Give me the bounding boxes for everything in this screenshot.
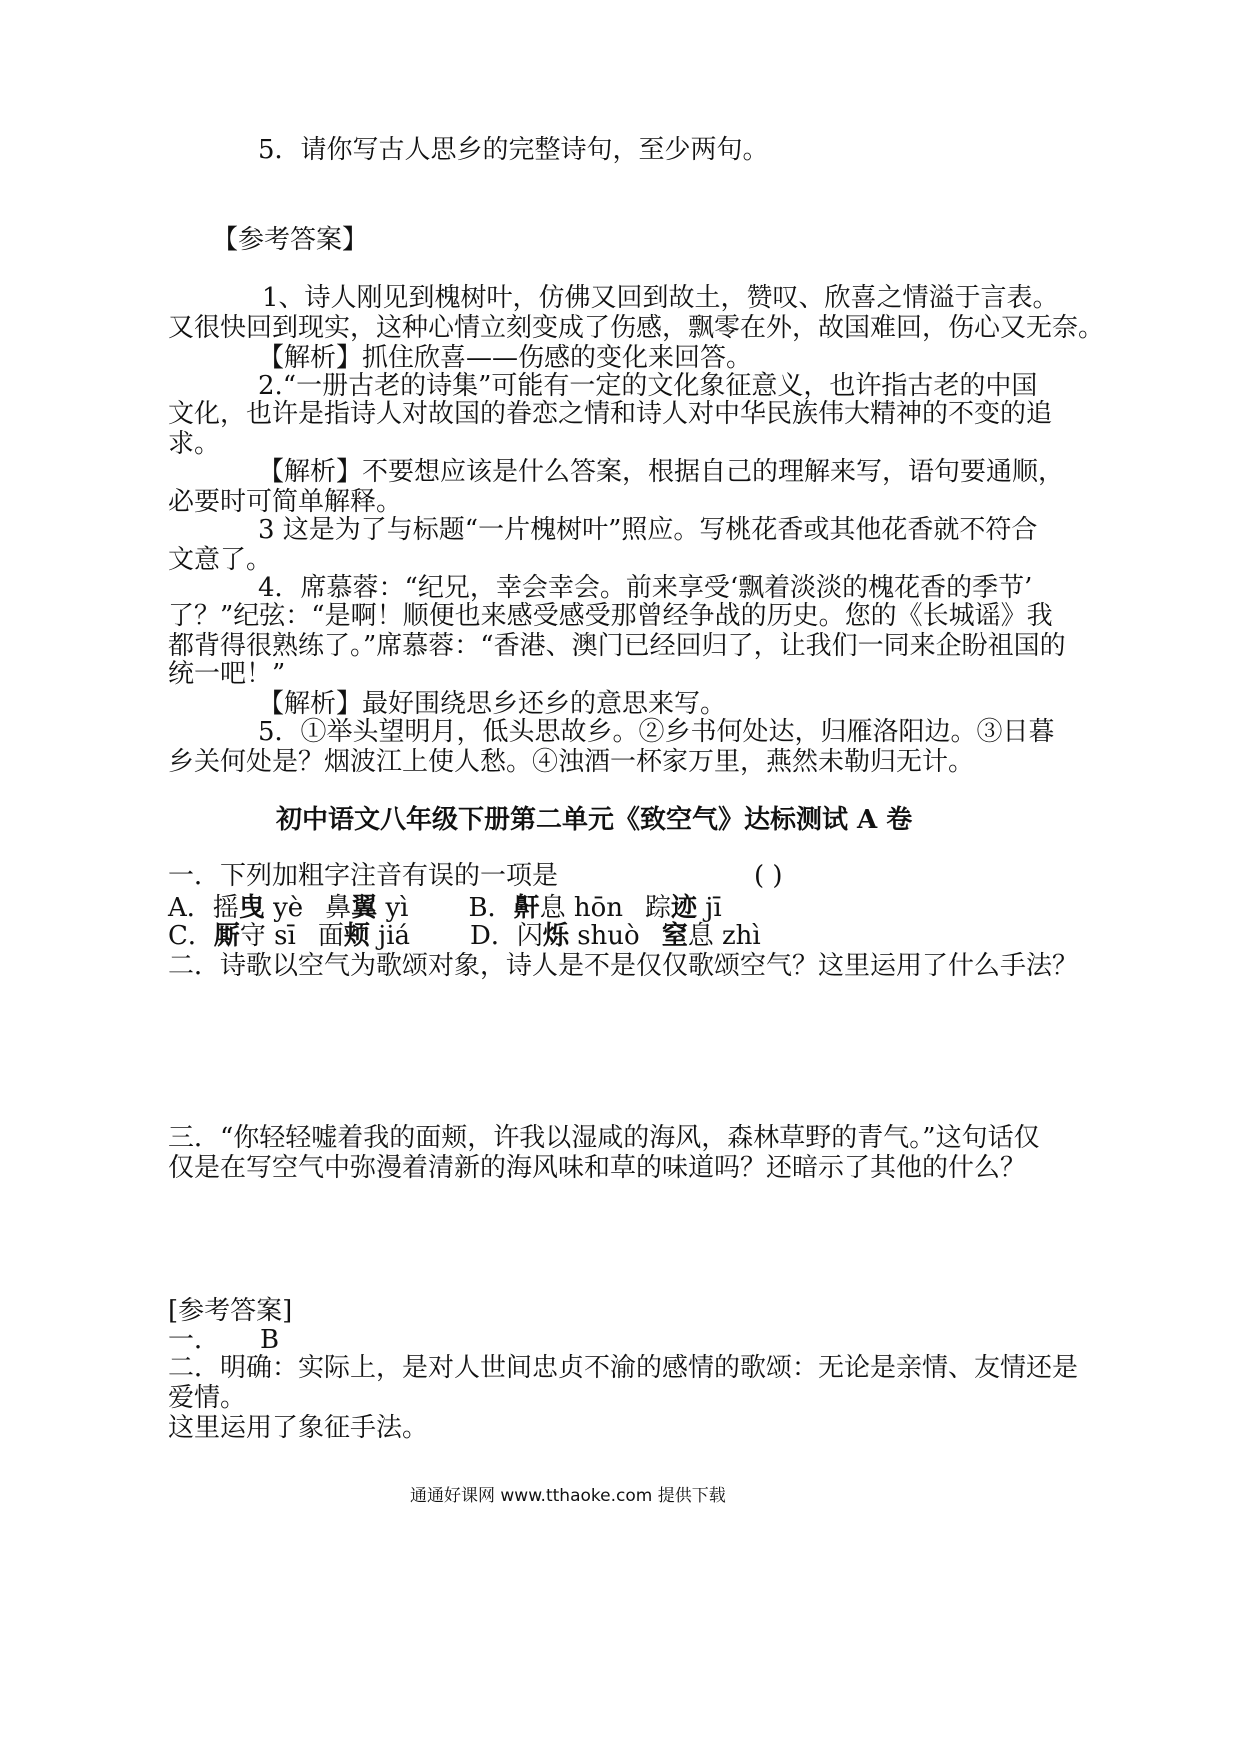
answer-line: 了？”纪弦：“是啊！顺便也来感受感受那曾经争战的历史。您的《长城谣》我 — [168, 601, 1053, 631]
option-a: A．摇曳 yè 鼻翼 yì — [168, 893, 409, 923]
answer-line: 文意了。 — [168, 545, 273, 575]
answer-line: 【解析】最好围绕思乡还乡的意思来写。 — [258, 689, 727, 719]
answer-line: 又很快回到现实，这种心情立刻变成了伤感，飘零在外，故国难回，伤心又无奈。 — [168, 313, 1105, 343]
question-2: 二．诗歌以空气为歌颂对象，诗人是不是仅仅歌颂空气？这里运用了什么手法？ — [168, 951, 1079, 981]
answer-line: 文化，也许是指诗人对故国的眷恋之情和诗人对中华民族伟大精神的不变的追 — [168, 399, 1053, 429]
answer-2-line-3: 这里运用了象征手法。 — [168, 1413, 429, 1443]
answer-line: 乡关何处是？烟波江上使人愁。④浊酒一杯家万里，燕然未勒归无计。 — [168, 747, 975, 777]
question-3-line-2: 仅是在写空气中弥漫着清新的海风味和草的味道吗？还暗示了其他的什么？ — [168, 1153, 1027, 1183]
answer-line: 【解析】抓住欣喜——伤感的变化来回答。 — [258, 343, 753, 373]
question-1-stem — [168, 860, 783, 892]
answer-line: 【解析】不要想应该是什么答案，根据自己的理解来写，语句要通顺， — [258, 457, 1065, 487]
answer-heading-1: 【参考答案】 — [212, 225, 369, 255]
answer-line: 统一吧！” — [168, 659, 286, 689]
answer-line: 5．①举头望明月，低头思故乡。②乡书何处达，归雁洛阳边。③日暮 — [258, 717, 1055, 747]
answer-line: 4．席慕蓉：“纪兄，幸会幸会。前来享受‘飘着淡淡的槐花香的季节’ — [258, 573, 1033, 603]
answer-line: 都背得很熟练了。”席慕蓉：“香港、澳门已经回归了，让我们一同来企盼祖国的 — [168, 631, 1066, 661]
question-5: 5．请你写古人思乡的完整诗句，至少两句。 — [258, 135, 769, 165]
answer-line: 1、诗人刚见到槐树叶，仿佛又回到故土，赞叹、欣喜之情溢于言表。 — [262, 283, 1059, 313]
test-title: 初中语文八年级下册第二单元《致空气》达标测试 A 卷 — [276, 805, 913, 835]
question-1-text: 一．下列加粗字注音有误的一项是 — [168, 861, 559, 891]
option-b: B．鼾息 hōn 踪迹 jī — [468, 893, 722, 923]
answer-1: 一． B — [168, 1325, 280, 1355]
page-footer: 通通好课网 www.tthaoke.com 提供下载 — [410, 1486, 726, 1506]
answer-2-line-1: 二．明确：实际上，是对人世间忠贞不渝的感情的歌颂：无论是亲情、友情还是 — [168, 1353, 1079, 1383]
answer-line: 3 这是为了与标题“一片槐树叶”照应。写桃花香或其他花香就不符合 — [258, 515, 1038, 545]
answer-heading-2: [参考答案] — [168, 1296, 293, 1326]
answer-2-line-2: 爱情。 — [168, 1383, 247, 1413]
option-c: C．厮守 sī 面颊 jiá — [168, 921, 411, 951]
options-row-cd — [168, 920, 761, 952]
option-d: D．闪烁 shuò 窒息 zhì — [470, 921, 761, 951]
answer-line: 必要时可简单解释。 — [168, 487, 403, 517]
answer-line: 求。 — [168, 429, 221, 459]
answer-line: 2.“一册古老的诗集”可能有一定的文化象征意义，也许指古老的中国 — [258, 371, 1038, 401]
question-3-line-1: 三．“你轻轻嘘着我的面颊，许我以湿咸的海风，森林草野的青气。”这句话仅 — [168, 1123, 1040, 1153]
answer-parentheses: ( ) — [754, 861, 783, 891]
